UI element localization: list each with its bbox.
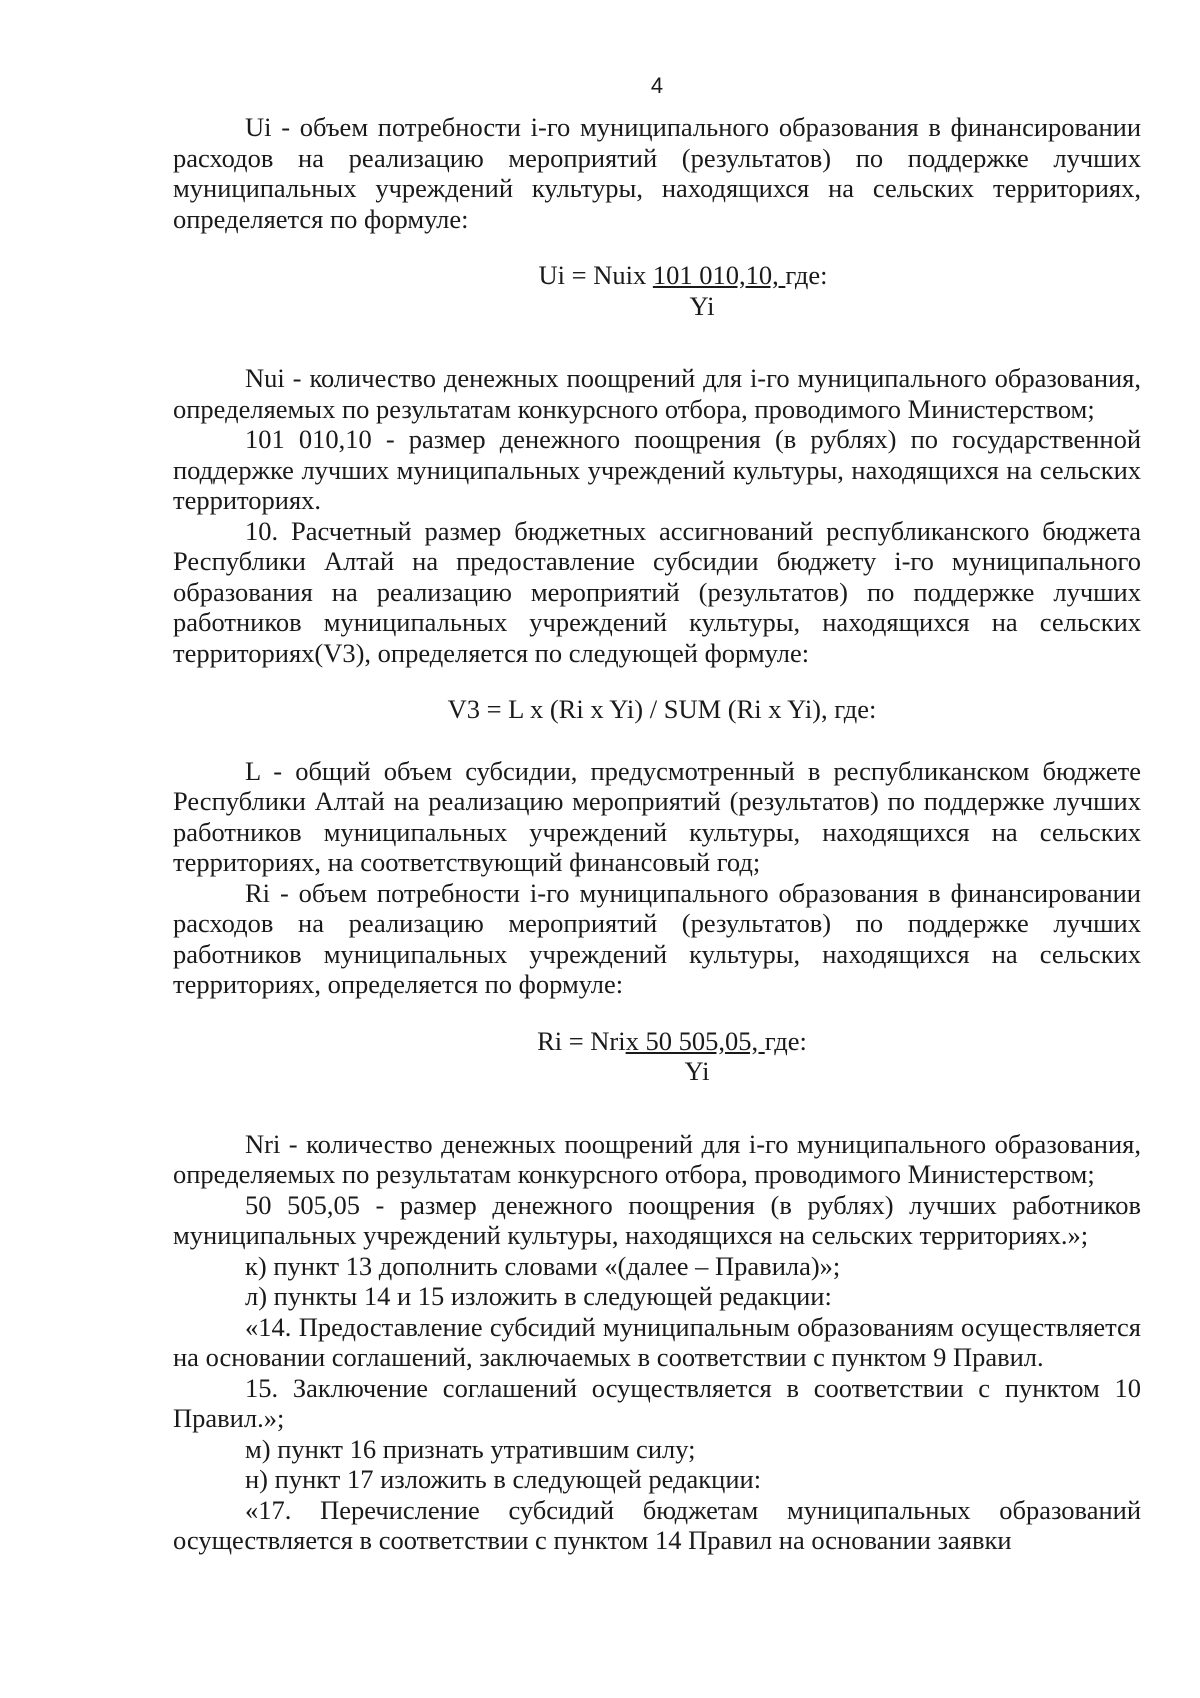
paragraph-item-n: н) пункт 17 изложить в следующей редакции: xyxy=(245,1464,762,1494)
document-body xyxy=(173,112,1141,1556)
formula-ui-lhs: Ui = Nuix xyxy=(538,260,653,290)
paragraph-amount-50505: 50 505,05 - размер денежного поощрения (в рублях) лучших работников муниципальных учреждений культуры, находящихся на сельских территориях.»; xyxy=(173,1189,1141,1250)
paragraph-item-17: «17. Перечисление субсидий бюджетам муниципальных образований осуществляется в соответствии с пунктом 14 Правил на основании заявки xyxy=(173,1494,1141,1555)
formula-ui-tail: где: xyxy=(785,260,828,290)
paragraph-item-l: л) пункты 14 и 15 изложить в следующей редакции: xyxy=(245,1281,832,1311)
formula-ui-numerator: 101 010,10, xyxy=(652,260,786,290)
page-number: 4 xyxy=(650,73,664,98)
paragraph-item-k: к) пункт 13 дополнить словами «(далее – Правила)»; xyxy=(245,1250,841,1281)
paragraph-ui-definition: Ui - объем потребности i-го муниципального образования в финансировании расходов на реализацию мероприятий (результатов) по поддержке лучших муниципальных учреждений культуры, находящихся на сельских территориях, определяется по формуле: xyxy=(173,112,1141,234)
paragraph-l-definition: L - общий объем субсидии, предусмотренный в республиканском бюджете Республики Алтай на реализацию мероприятий (результатов) по поддержке лучших работников муниципальных учреждений культуры, находящихся на сельских территориях, на соответствующий финансовый год; xyxy=(173,755,1141,877)
paragraph-item-15: 15. Заключение соглашений осуществляется в соответствии с пунктом 10 Правил.»; xyxy=(173,1372,1141,1433)
paragraph-item-10: 10. Расчетный размер бюджетных ассигнований республиканского бюджета Республики Алтай на предоставление субсидии бюджету i-го муниципального образования на реализацию мероприятий (результатов) по поддержке лучших работников муниципальных учреждений культуры, находящихся на сельских территориях(V3), определяется по следующей формуле: xyxy=(173,515,1141,668)
paragraph-ri-definition: Ri - объем потребности i-го муниципального образования в финансировании расходов на реализацию мероприятий (результатов) по поддержке лучших работников муниципальных учреждений культуры, находящихся на сельских территориях, определяется по формуле: xyxy=(173,877,1141,999)
formula-ui-denominator: Yi xyxy=(689,290,715,321)
paragraph-item-m: м) пункт 16 признать утратившим силу; xyxy=(245,1433,696,1464)
paragraph-nri-definition: Nri - количество денежных поощрений для i-го муниципального образования, определяемых по результатам конкурсного отбора, проводимого Министерством; xyxy=(173,1128,1141,1189)
paragraph-amount-101010: 101 010,10 - размер денежного поощрения (в рублях) по государственной поддержке лучших муниципальных учреждений культуры, находящихся на сельских территориях. xyxy=(173,424,1141,515)
paragraph-item-14: «14. Предоставление субсидий муниципальным образованиям осуществляется на основании соглашений, заключаемых в соответствии с пунктом 9 Правил. xyxy=(173,1311,1141,1372)
paragraph-nui-definition: Nui - количество денежных поощрений для i-го муниципального образования, определяемых по результатам конкурсного отбора, проводимого Министерством; xyxy=(173,363,1141,424)
formula-ri xyxy=(173,1026,1141,1087)
formula-ri-denominator: Yi xyxy=(684,1056,710,1086)
formula-ri-numerator: x 50 505,05, xyxy=(625,1025,765,1056)
formula-ui xyxy=(173,260,1141,321)
formula-ri-tail: где: xyxy=(764,1025,807,1056)
formula-ri-lhs: Ri = Nri xyxy=(537,1025,626,1056)
formula-v3: V3 = L x (Ri x Yi) / SUM (Ri x Yi), где: xyxy=(447,694,877,724)
